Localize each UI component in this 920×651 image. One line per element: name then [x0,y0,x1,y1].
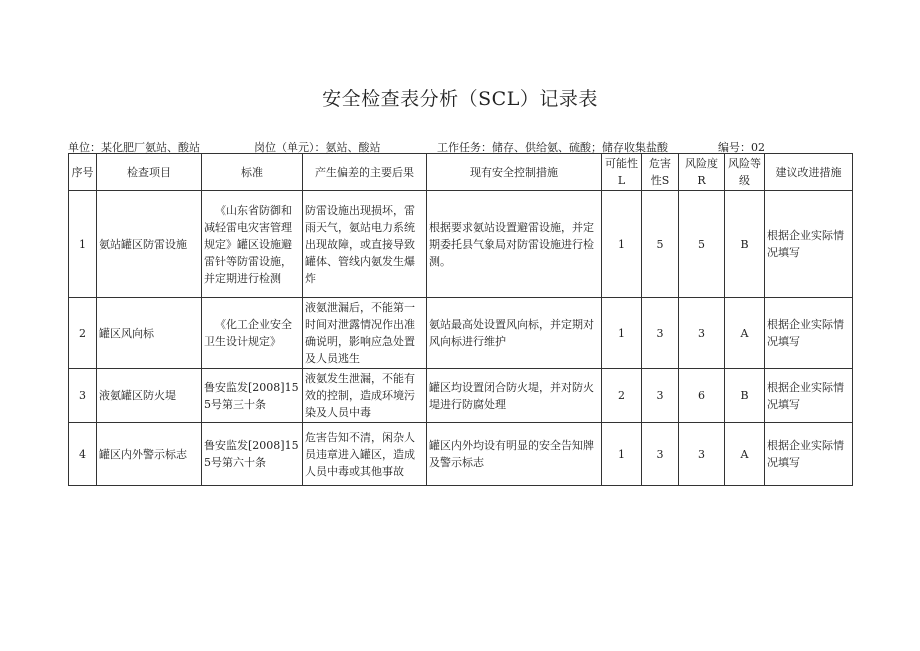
cell-consequence: 液氨发生泄漏，不能有效的控制，造成环境污染及人员中毒 [303,369,427,423]
cell-level: B [725,191,765,298]
header-measures: 现有安全控制措施 [427,154,602,191]
meta-number: 编号：02 [718,141,765,154]
cell-risk: 6 [679,369,725,423]
cell-level: A [725,298,765,369]
table-row [69,369,853,423]
cell-likelihood: 1 [602,423,642,486]
header-item: 检查项目 [97,154,202,191]
cell-severity: 3 [642,369,679,423]
header-row [69,154,853,191]
cell-standard: 鲁安监发[2008]155号第六十条 [202,423,303,486]
header-level: 风险等级 [725,154,765,191]
meta-post: 岗位（单元）：氨站、酸站 [254,141,381,154]
cell-measures: 根据要求氨站设置避雷设施，并定期委托县气象局对防雷设施进行检测。 [427,191,602,298]
header-suggestion: 建议改进措施 [765,154,853,191]
cell-item: 氨站罐区防雷设施 [97,191,202,298]
cell-seq: 4 [69,423,97,486]
cell-seq: 1 [69,191,97,298]
cell-consequence: 危害告知不清，闲杂人员违章进入罐区，造成人员中毒或其他事故 [303,423,427,486]
header-standard: 标准 [202,154,303,191]
table-row [69,423,853,486]
cell-suggestion: 根据企业实际情况填写 [765,423,853,486]
cell-level: B [725,369,765,423]
cell-likelihood: 1 [602,298,642,369]
cell-standard: 《化工企业安全卫生设计规定》 [202,298,303,369]
meta-task: 工作任务：储存、供给氨、硫酸；储存收集盐酸 [437,141,668,154]
cell-likelihood: 2 [602,369,642,423]
header-consequence: 产生偏差的主要后果 [303,154,427,191]
cell-consequence: 液氨泄漏后，不能第一时间对泄露情况作出准确说明，影响应急处置及人员逃生 [303,298,427,369]
cell-item: 罐区风向标 [97,298,202,369]
cell-measures: 罐区内外均设有明显的安全告知牌及警示标志 [427,423,602,486]
cell-consequence: 防雷设施出现损坏，雷雨天气，氨站电力系统出现故障，或直接导致罐体、管线内氨发生爆炸 [303,191,427,298]
cell-item: 罐区内外警示标志 [97,423,202,486]
header-seq: 序号 [69,154,97,191]
cell-standard: 鲁安监发[2008]155号第三十条 [202,369,303,423]
cell-measures: 氨站最高处设置风向标，并定期对风向标进行维护 [427,298,602,369]
cell-severity: 5 [642,191,679,298]
cell-severity: 3 [642,423,679,486]
cell-suggestion: 根据企业实际情况填写 [765,298,853,369]
scl-table [68,153,853,486]
cell-risk: 3 [679,423,725,486]
cell-standard: 《山东省防御和减轻雷电灾害管理规定》罐区设施避雷针等防雷设施，并定期进行检测 [202,191,303,298]
meta-unit: 单位：某化肥厂氨站、酸站 [68,141,200,154]
cell-severity: 3 [642,298,679,369]
table-row [69,298,853,369]
cell-risk: 3 [679,298,725,369]
page-title: 安全检查表分析（SCL）记录表 [322,88,598,110]
header-risk: 风险度R [679,154,725,191]
cell-likelihood: 1 [602,191,642,298]
cell-suggestion: 根据企业实际情况填写 [765,369,853,423]
cell-measures: 罐区均设置闭合防火堤，并对防火堤进行防腐处理 [427,369,602,423]
header-likelihood: 可能性L [602,154,642,191]
table-row [69,191,853,298]
cell-seq: 3 [69,369,97,423]
cell-level: A [725,423,765,486]
header-severity: 危害性S [642,154,679,191]
cell-suggestion: 根据企业实际情况填写 [765,191,853,298]
cell-risk: 5 [679,191,725,298]
cell-item: 液氨罐区防火堤 [97,369,202,423]
cell-seq: 2 [69,298,97,369]
